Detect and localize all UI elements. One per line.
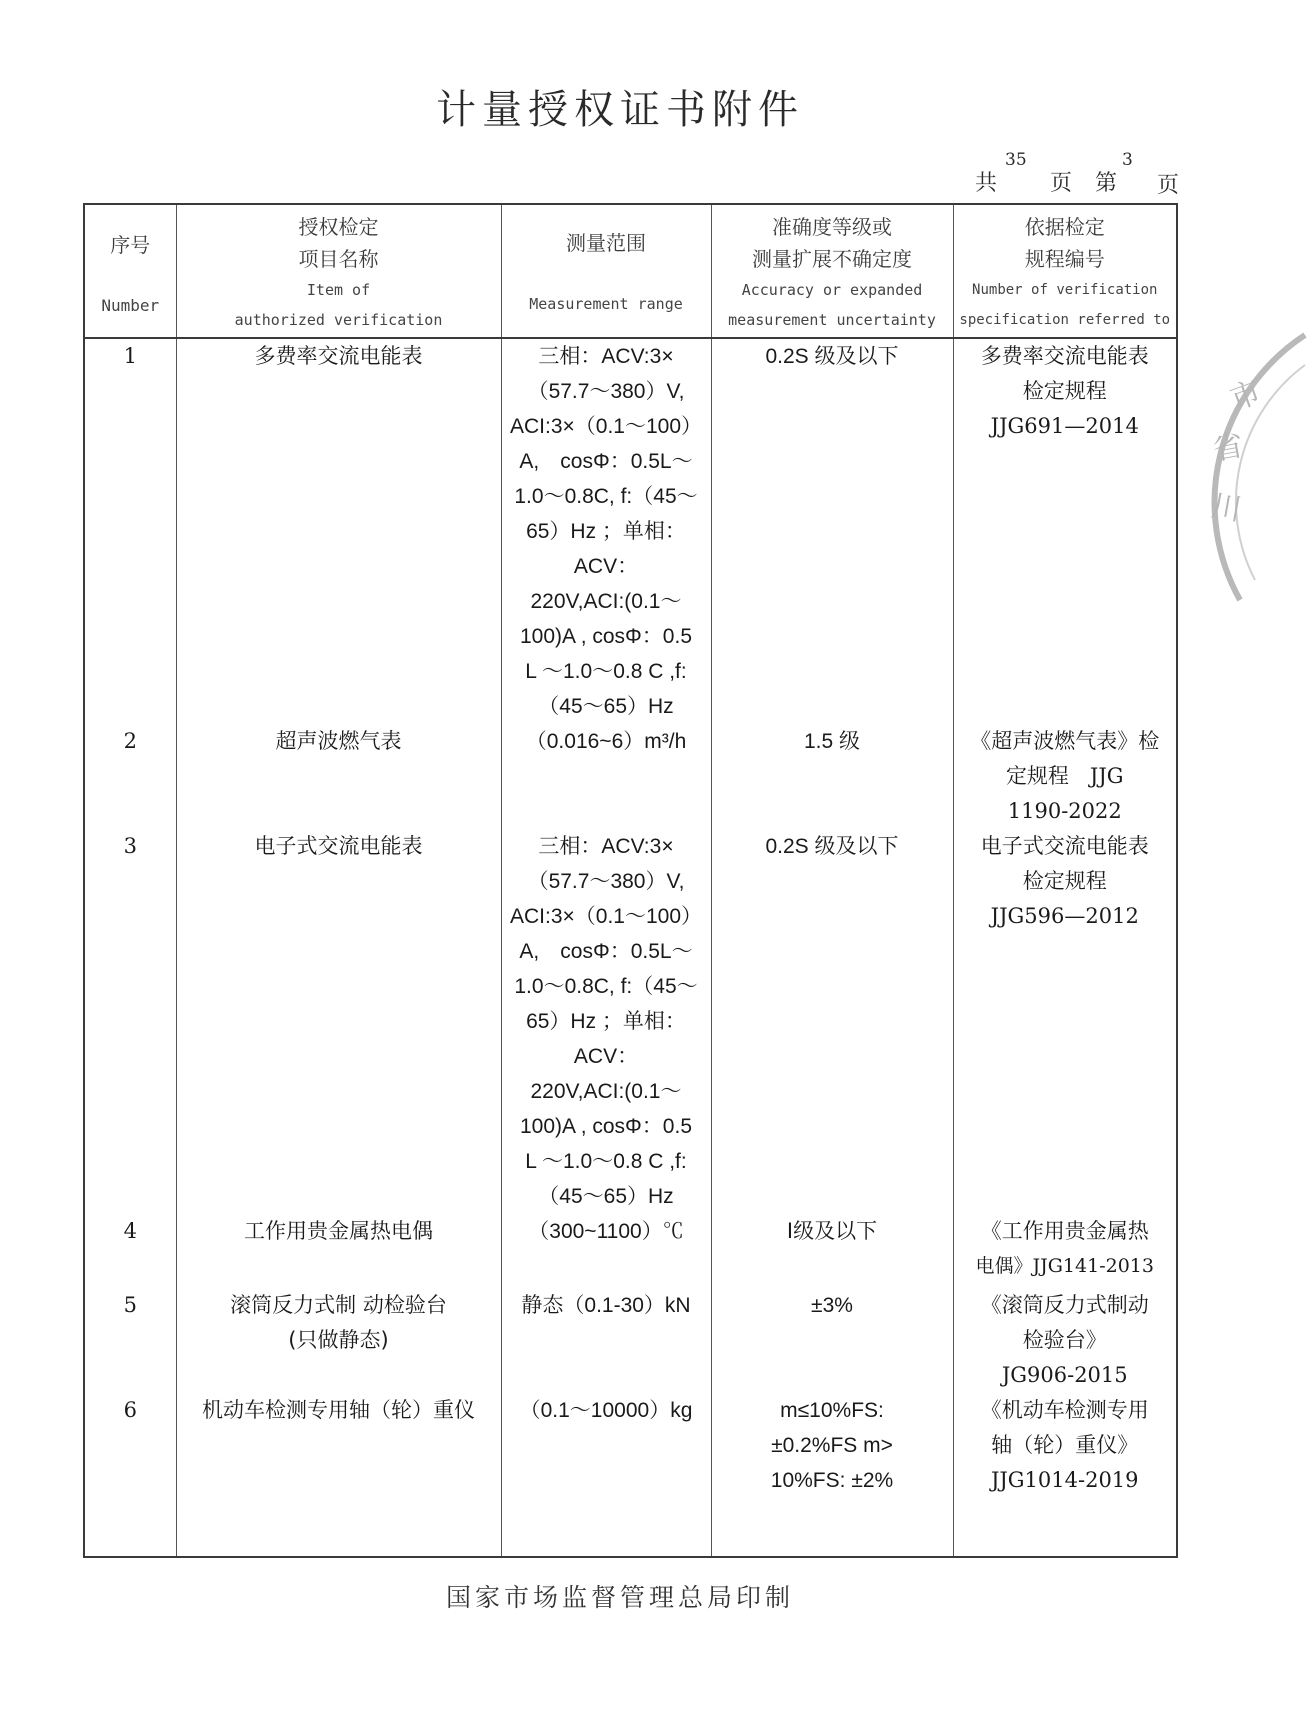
row-number: 4 [84,1214,176,1288]
range-line: 1.0～0.8C, f:（45～ [514,975,698,998]
header-item-en-2: authorized verification [234,311,443,329]
header-spec [953,204,1177,338]
row-item: 多费率交流电能表 [176,338,501,724]
row-accuracy: 0.2S 级及以下 [711,829,953,1214]
row-spec [953,724,1177,829]
row-number: 6 [84,1393,176,1557]
spec-line: 检验台》 [1022,1328,1107,1352]
authorization-table [83,203,1178,1558]
range-line: A, cosΦ：0.5L～ [519,940,693,963]
header-spec-en-2: specification referred to [959,312,1171,328]
range-line: （45～65）Hz [538,695,674,718]
accuracy-line: 10%FS: ±2% [770,1469,894,1492]
header-item-zh-2: 项目名称 [298,247,379,271]
header-range [501,204,711,338]
header-accuracy-zh-1: 准确度等级或 [772,215,892,239]
accuracy-line: m≤10%FS: [780,1399,884,1422]
spec-line: 《超声波燃气表》检 [970,729,1160,753]
spec-line: JJG691—2014 [990,414,1139,438]
spec-line: 定规程 JJG [1005,764,1124,788]
header-item-zh-1: 授权检定 [298,215,379,239]
range-line: 100)A , cosΦ：0.5 [519,625,692,648]
row-spec [953,1393,1177,1557]
table-row [84,338,1177,724]
row-range: （0.1～10000）kg [501,1393,711,1557]
row-accuracy: 1.5 级 [711,724,953,829]
spec-line: 检定规程 [1022,869,1107,893]
table-row [84,724,1177,829]
range-line: （57.7～380）V, [527,380,685,403]
accuracy-line: ±0.2%FS m> [771,1434,893,1457]
spec-line: 1190-2022 [1007,799,1122,823]
row-accuracy: Ⅰ级及以下 [711,1214,953,1288]
svg-text:川: 川 [1208,488,1245,529]
header-accuracy [711,204,953,338]
spec-line: 多费率交流电能表 [980,344,1149,368]
header-accuracy-en-2: measurement uncertainty [728,311,936,329]
range-line: （45～65）Hz [538,1185,674,1208]
table-header-row [84,204,1177,338]
official-seal-stamp [1195,330,1315,610]
header-range-en: Measurement range [529,295,683,313]
table-row [84,1288,1177,1393]
range-line: 65）Hz ；单相： [526,520,686,543]
item-line: 滚筒反力式制 动检验台 [230,1293,447,1317]
row-item: 工作用贵金属热电偶 [176,1214,501,1288]
page-suffix: 页 [1157,173,1180,198]
spec-line: JJG596—2012 [990,904,1139,928]
row-spec [953,1214,1177,1288]
header-range-zh: 测量范围 [566,231,646,255]
table-row [84,1393,1177,1557]
spec-line: 轴（轮）重仪》 [991,1433,1139,1457]
header-accuracy-zh-2: 测量扩展不确定度 [752,247,912,271]
header-spec-zh-1: 依据检定 [1024,215,1105,239]
range-line: ACV： [573,555,639,578]
row-accuracy: 0.2S 级及以下 [711,338,953,724]
range-line: 220V,ACI:(0.1～ [530,1080,682,1103]
spec-line: JG906-2015 [1001,1363,1128,1387]
page-info [975,150,1185,198]
range-line: （57.7～380）V, [527,870,685,893]
row-spec [953,829,1177,1214]
spec-line: JJG1014-2019 [990,1468,1139,1492]
item-line: (只做静态) [288,1328,389,1352]
row-item: 机动车检测专用轴（轮）重仪 [176,1393,501,1557]
range-line: 220V,ACI:(0.1～ [530,590,682,613]
row-range: 静态（0.1-30）kN [501,1288,711,1393]
row-accuracy [711,1393,953,1557]
header-spec-en-1: Number of verification [972,282,1158,298]
footer-printer: 国家市场监督管理总局印制 [445,1583,794,1612]
row-range [501,829,711,1214]
row-number: 3 [84,829,176,1214]
page-total-prefix: 共 [975,171,998,196]
row-accuracy: ±3% [711,1288,953,1393]
document-title: 计量授权证书附件 [436,87,804,133]
spec-line: 《机动车检测专用 [980,1398,1149,1422]
header-number-en: Number [101,296,160,315]
header-item [176,204,501,338]
spec-line: 《滚筒反力式制动 [980,1293,1149,1317]
spec-line: 电偶》JJG141-2013 [975,1255,1154,1277]
range-line: ACV： [573,1045,639,1068]
spec-line: 《工作用贵金属热 [980,1219,1149,1243]
row-range: （300~1100）℃ [501,1214,711,1288]
spec-line: 电子式交流电能表 [980,834,1149,858]
header-accuracy-en-1: Accuracy or expanded [741,281,923,299]
row-number: 1 [84,338,176,724]
range-line: 1.0～0.8C, f:（45～ [514,485,698,508]
row-number: 5 [84,1288,176,1393]
range-line: L ～1.0～0.8 C ,f: [525,660,687,683]
range-line: 三相：ACV:3× [538,345,674,368]
range-line: 65）Hz ；单相： [526,1010,686,1033]
row-item [176,1288,501,1393]
header-spec-zh-2: 规程编号 [1024,247,1105,271]
row-spec [953,338,1177,724]
svg-text:市: 市 [1225,374,1266,418]
svg-text:省: 省 [1210,428,1246,468]
row-range: （0.016~6）m³/h [501,724,711,829]
header-number-zh: 序号 [110,233,151,257]
range-line: ACI:3×（0.1～100） [509,905,702,928]
spec-line: 检定规程 [1022,379,1107,403]
row-number: 2 [84,724,176,829]
range-line: A, cosΦ：0.5L～ [519,450,693,473]
range-line: 100)A , cosΦ：0.5 [519,1115,692,1138]
page-total: 35 [1005,150,1027,170]
row-spec [953,1288,1177,1393]
page-number: 3 [1122,150,1133,170]
row-item: 电子式交流电能表 [176,829,501,1214]
page-label: 页 第 [1050,171,1125,196]
range-line: 三相：ACV:3× [538,835,674,858]
range-line: L ～1.0～0.8 C ,f: [525,1150,687,1173]
header-number [84,204,176,338]
table-row [84,829,1177,1214]
header-item-en-1: Item of [306,281,371,299]
row-item: 超声波燃气表 [176,724,501,829]
row-range [501,338,711,724]
range-line: ACI:3×（0.1～100） [509,415,702,438]
table-row [84,1214,1177,1288]
